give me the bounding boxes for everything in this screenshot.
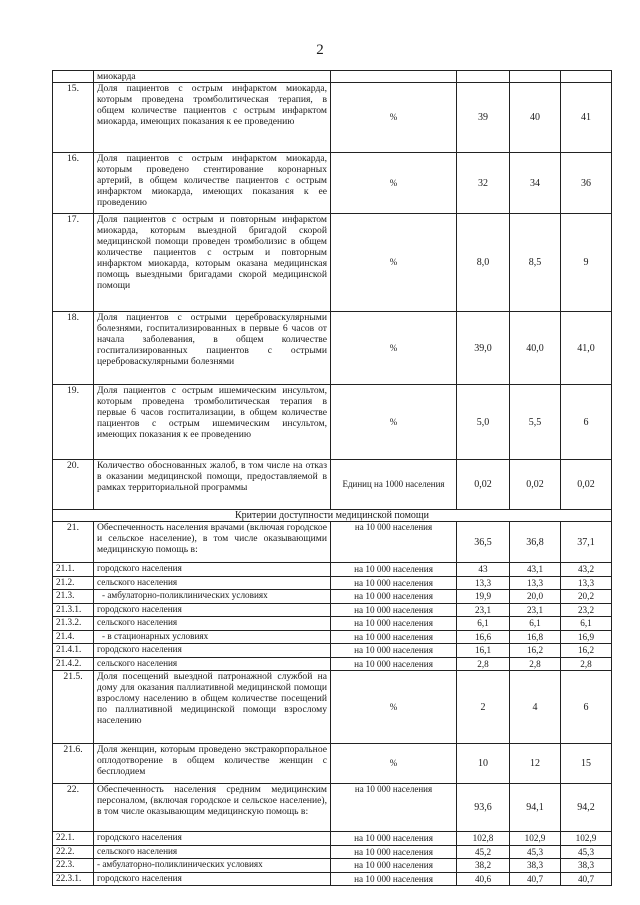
row-number-cell: 16.	[53, 153, 94, 214]
value-cell-year-1: 19,9	[457, 590, 510, 604]
row-number-cell: 22.1.	[53, 832, 94, 846]
row-number-cell: 22.	[53, 784, 94, 832]
value-cell-year-2: 16,2	[510, 644, 561, 658]
unit-cell: на 10 000 населения	[331, 859, 457, 873]
row-number-cell: 21.6.	[53, 744, 94, 784]
value-cell-year-2: 20,0	[510, 590, 561, 604]
value-cell-year-3: 94,2	[561, 784, 612, 832]
value-cell-year-1: 39	[457, 83, 510, 153]
indicator-text-cell: сельского населения	[94, 576, 331, 590]
row-number-cell: 22.3.1.	[53, 872, 94, 886]
indicator-text-cell: Количество обоснованных жалоб, в том числе на отказ в оказании медицинской помощи, предоставляемой в рамках территориальной программы	[94, 460, 331, 510]
value-cell-year-2: 43,1	[510, 563, 561, 577]
indicator-text-cell: городского населения	[94, 832, 331, 846]
value-cell-year-3: 36	[561, 153, 612, 214]
value-cell-year-1: 16,1	[457, 644, 510, 658]
value-cell-year-2: 36,8	[510, 522, 561, 563]
unit-cell: на 10 000 населения	[331, 845, 457, 859]
value-cell-year-3: 23,2	[561, 603, 612, 617]
table-row	[53, 83, 612, 153]
value-cell-year-1: 45,2	[457, 845, 510, 859]
value-cell-year-2: 45,3	[510, 845, 561, 859]
value-cell-year-3: 13,3	[561, 576, 612, 590]
indicator-text-cell: городского населения	[94, 644, 331, 658]
table-row	[53, 522, 612, 563]
indicator-text-cell: Обеспеченность населения средним медицинским персоналом, (включая городское и сельское население), в том числе оказывающим медицинскую помощь в:	[94, 784, 331, 832]
value-cell-year-2: 6,1	[510, 617, 561, 631]
table-row	[53, 832, 612, 846]
table-row	[53, 845, 612, 859]
value-cell-year-1: 38,2	[457, 859, 510, 873]
table-row	[53, 784, 612, 832]
unit-cell: %	[331, 744, 457, 784]
value-cell-year-1: 16,6	[457, 630, 510, 644]
value-cell-year-3: 6	[561, 385, 612, 460]
table-row	[53, 644, 612, 658]
row-number-cell: 21.4.1.	[53, 644, 94, 658]
value-cell-year-3: 2,8	[561, 657, 612, 671]
unit-cell: на 10 000 населения	[331, 657, 457, 671]
indicator-text-cell: Доля пациентов с острым и повторным инфарктом миокарда, которым выездной бригадой скорой медицинской помощи проведен тромболизис в общем количестве пациентов с острым и повторным инфарктом миокарда, которым оказана медицинская помощь выездными бригадами скорой медицинской помощи	[94, 214, 331, 312]
unit-cell: %	[331, 214, 457, 312]
unit-cell: на 10 000 населения	[331, 576, 457, 590]
indicator-text-cell: сельского населения	[94, 845, 331, 859]
indicator-text-cell: - амбулаторно-поликлинических условиях	[94, 859, 331, 873]
row-number-cell: 21.2.	[53, 576, 94, 590]
value-cell-year-2: 40	[510, 83, 561, 153]
row-number-cell: 21.5.	[53, 671, 94, 744]
unit-cell: на 10 000 населения	[331, 872, 457, 886]
row-number-cell: 21.1.	[53, 563, 94, 577]
indicator-text-cell: Доля женщин, которым проведено экстракорпоральное оплодотворение в общем количестве женщин с бесплодием	[94, 744, 331, 784]
indicator-text-cell: - в стационарных условиях	[94, 630, 331, 644]
unit-cell: на 10 000 населения	[331, 563, 457, 577]
value-cell	[561, 71, 612, 83]
section-header-row	[53, 510, 612, 522]
value-cell-year-3: 15	[561, 744, 612, 784]
value-cell-year-2: 8,5	[510, 214, 561, 312]
indicator-text-cell: Доля посещений выездной патронажной службой на дому для оказания паллиативной медицинской помощи взрослому населению в общем количестве посещений по паллиативной медицинской помощи взрослому населению	[94, 671, 331, 744]
indicator-text-cell: Доля пациентов с острым ишемическим инсультом, которым проведена тромболитическая терапия в первые 6 часов госпитализации, в общем количестве пациентов с острым ишемическим инсультом, имеющих показания к ее проведению	[94, 385, 331, 460]
value-cell-year-3: 45,3	[561, 845, 612, 859]
value-cell-year-1: 93,6	[457, 784, 510, 832]
indicator-text-cell: Доля пациентов с острыми цереброваскулярными болезнями, госпитализированных в первые 6 часов от начала заболевания, в общем количестве госпитализированных пациентов с острыми цереброваскулярными болезнями	[94, 312, 331, 385]
value-cell-year-2: 94,1	[510, 784, 561, 832]
indicator-text-cell: - амбулаторно-поликлинических условиях	[94, 590, 331, 604]
row-number-cell: 22.2.	[53, 845, 94, 859]
row-number-cell: 21.3.	[53, 590, 94, 604]
value-cell-year-1: 43	[457, 563, 510, 577]
indicator-text-cell: миокарда	[94, 71, 331, 83]
value-cell-year-3: 41,0	[561, 312, 612, 385]
table-row	[53, 460, 612, 510]
table-row	[53, 872, 612, 886]
table-row	[53, 590, 612, 604]
unit-cell: %	[331, 385, 457, 460]
value-cell-year-3: 6,1	[561, 617, 612, 631]
value-cell-year-3: 16,9	[561, 630, 612, 644]
indicator-text-cell: Обеспеченность населения врачами (включая городское и сельское население), в том числе оказывающими медицинскую помощь в:	[94, 522, 331, 563]
value-cell-year-2: 102,9	[510, 832, 561, 846]
value-cell-year-1: 0,02	[457, 460, 510, 510]
value-cell-year-1: 23,1	[457, 603, 510, 617]
unit-cell: %	[331, 312, 457, 385]
table-row	[53, 576, 612, 590]
value-cell	[510, 71, 561, 83]
value-cell-year-3: 43,2	[561, 563, 612, 577]
unit-cell: на 10 000 населения	[331, 644, 457, 658]
value-cell-year-3: 20,2	[561, 590, 612, 604]
unit-cell: на 10 000 населения	[331, 590, 457, 604]
value-cell-year-2: 38,3	[510, 859, 561, 873]
unit-cell: на 10 000 населения	[331, 617, 457, 631]
value-cell-year-1: 102,8	[457, 832, 510, 846]
unit-cell: на 10 000 населения	[331, 522, 457, 563]
value-cell-year-2: 23,1	[510, 603, 561, 617]
table-row	[53, 385, 612, 460]
value-cell-year-2: 40,0	[510, 312, 561, 385]
indicator-text-cell: сельского населения	[94, 617, 331, 631]
value-cell-year-1: 8,0	[457, 214, 510, 312]
value-cell-year-2: 16,8	[510, 630, 561, 644]
row-number-cell: 21.3.2.	[53, 617, 94, 631]
value-cell-year-3: 37,1	[561, 522, 612, 563]
table-row	[53, 71, 612, 83]
value-cell-year-1: 10	[457, 744, 510, 784]
unit-cell: %	[331, 671, 457, 744]
value-cell-year-2: 2,8	[510, 657, 561, 671]
table-row	[53, 312, 612, 385]
row-number-cell: 21.	[53, 522, 94, 563]
value-cell-year-1: 6,1	[457, 617, 510, 631]
value-cell-year-1: 32	[457, 153, 510, 214]
value-cell-year-3: 16,2	[561, 644, 612, 658]
indicator-text-cell: городского населения	[94, 872, 331, 886]
row-number-cell: 21.4.	[53, 630, 94, 644]
value-cell-year-2: 5,5	[510, 385, 561, 460]
row-number-cell: 21.3.1.	[53, 603, 94, 617]
table-row	[53, 214, 612, 312]
table-row	[53, 744, 612, 784]
value-cell-year-1: 5,0	[457, 385, 510, 460]
unit-cell: на 10 000 населения	[331, 784, 457, 832]
value-cell-year-3: 0,02	[561, 460, 612, 510]
table-row	[53, 617, 612, 631]
value-cell-year-2: 4	[510, 671, 561, 744]
unit-cell: %	[331, 83, 457, 153]
table-row	[53, 153, 612, 214]
value-cell-year-3: 9	[561, 214, 612, 312]
indicator-text-cell: городского населения	[94, 563, 331, 577]
value-cell-year-3: 40,7	[561, 872, 612, 886]
table-row	[53, 671, 612, 744]
row-number-cell: 21.4.2.	[53, 657, 94, 671]
table-row	[53, 603, 612, 617]
value-cell-year-2: 0,02	[510, 460, 561, 510]
value-cell-year-1: 13,3	[457, 576, 510, 590]
table-row	[53, 563, 612, 577]
value-cell-year-1: 2,8	[457, 657, 510, 671]
indicator-text-cell: Доля пациентов с острым инфарктом миокарда, которым проведена тромболитическая терапия, в общем количестве пациентов с острым инфарктом миокарда, имеющих показания к ее проведению	[94, 83, 331, 153]
value-cell-year-1: 40,6	[457, 872, 510, 886]
value-cell	[457, 71, 510, 83]
table-row	[53, 859, 612, 873]
indicator-text-cell: городского населения	[94, 603, 331, 617]
row-number-cell: 15.	[53, 83, 94, 153]
value-cell-year-2: 34	[510, 153, 561, 214]
value-cell-year-2: 12	[510, 744, 561, 784]
value-cell-year-1: 36,5	[457, 522, 510, 563]
value-cell-year-3: 38,3	[561, 859, 612, 873]
value-cell-year-3: 102,9	[561, 832, 612, 846]
row-number-cell: 19.	[53, 385, 94, 460]
page-number: 2	[316, 42, 324, 58]
value-cell-year-1: 39,0	[457, 312, 510, 385]
unit-cell: Единиц на 1000 населения	[331, 460, 457, 510]
row-number-cell: 22.3.	[53, 859, 94, 873]
table-row	[53, 630, 612, 644]
row-number-cell	[53, 71, 94, 83]
unit-cell	[331, 71, 457, 83]
row-number-cell: 17.	[53, 214, 94, 312]
indicator-text-cell: сельского населения	[94, 657, 331, 671]
value-cell-year-3: 41	[561, 83, 612, 153]
section-title: Критерии доступности медицинской помощи	[53, 510, 612, 522]
indicator-text-cell: Доля пациентов с острым инфарктом миокарда, которым проведено стентирование коронарных артерий, в общем количестве пациентов с острым инфарктом миокарда, имеющих показания к ее проведению	[94, 153, 331, 214]
unit-cell: %	[331, 153, 457, 214]
row-number-cell: 20.	[53, 460, 94, 510]
value-cell-year-1: 2	[457, 671, 510, 744]
table-row	[53, 657, 612, 671]
value-cell-year-3: 6	[561, 671, 612, 744]
unit-cell: на 10 000 населения	[331, 603, 457, 617]
row-number-cell: 18.	[53, 312, 94, 385]
value-cell-year-2: 40,7	[510, 872, 561, 886]
unit-cell: на 10 000 населения	[331, 832, 457, 846]
criteria-table	[52, 70, 612, 886]
value-cell-year-2: 13,3	[510, 576, 561, 590]
unit-cell: на 10 000 населения	[331, 630, 457, 644]
